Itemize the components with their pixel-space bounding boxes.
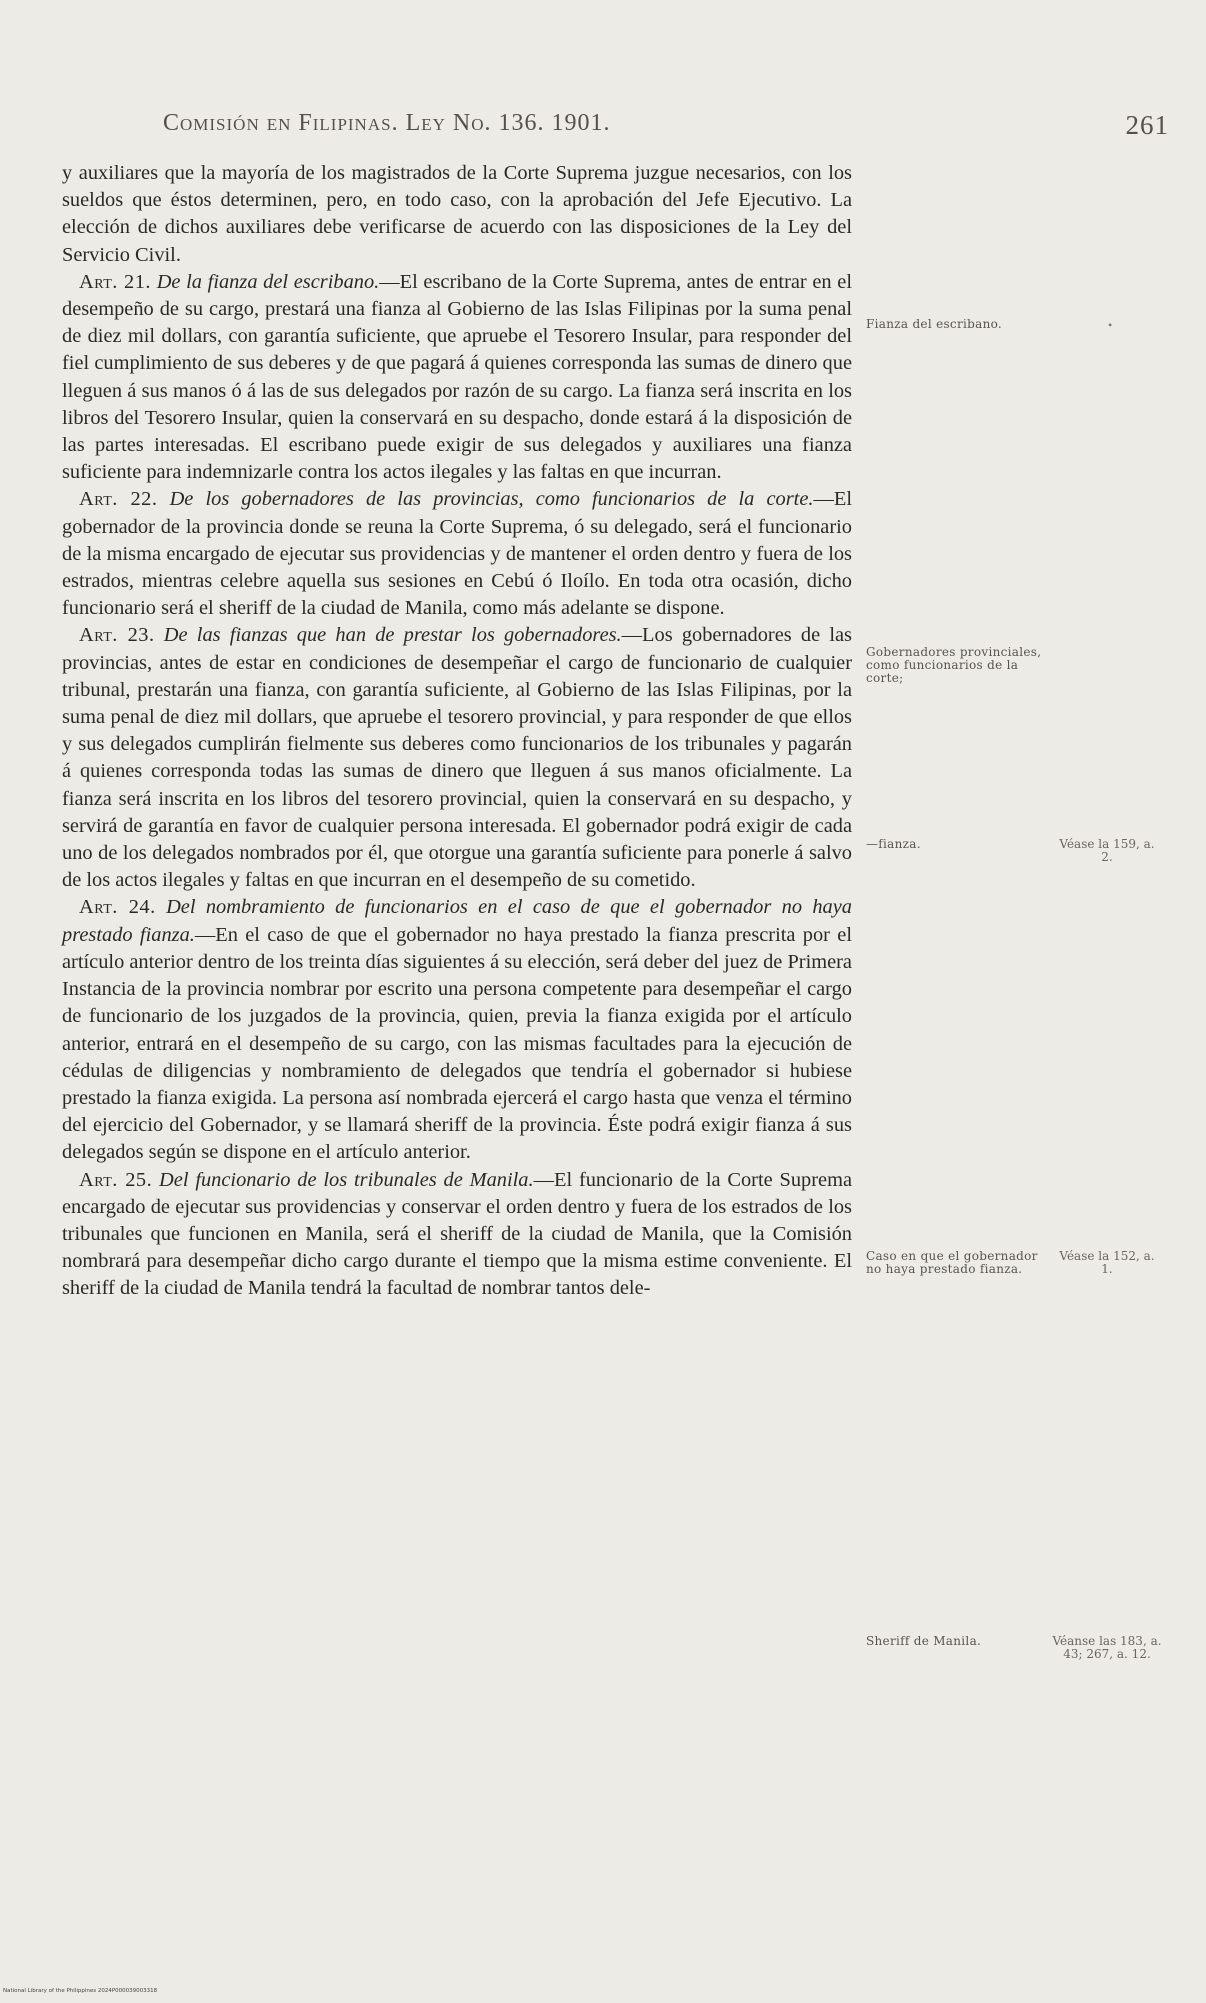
article-number: Art. 24.	[79, 896, 156, 919]
article-21	[62, 269, 852, 487]
article-23	[62, 622, 852, 894]
margin-note-24: Caso en que el gobernador no haya prestado fianza.	[866, 1249, 1038, 1276]
article-text: —El escribano de la Corte Suprema, antes de entrar en el desempeño de su cargo, prestará una fianza al Gobierno de las Islas Filipinas por la suma penal de diez mil dollars, con garantía suficiente, que apruebe el Tesorero Insular, para responder del fiel cumplimiento de sus deberes y de que pagará á quienes corresponda las sumas de dinero que lleguen á sus manos ó á las de sus delegados por razón de su cargo. La fianza será inscrita en los libros del Tesorero Insular, quien la conservará en su despacho, donde estará á la disposición de las partes interesadas. El escribano puede exigir de sus delegados y auxiliares una fianza suficiente para indemnizarle contra los actos ilegales y las faltas en que incurran.	[62, 270, 852, 484]
article-title: Del nombramiento de funcionarios en el caso de que el gobernador no haya prestado fianza.	[62, 896, 852, 946]
article-title: De las fianzas que han de prestar los gobernadores.	[163, 624, 622, 647]
running-title: Comisión en Filipinas. Ley No. 136. 1901.	[163, 110, 611, 136]
margin-note-23: —fianza.	[866, 837, 921, 851]
article-text: —El funcionario de la Corte Suprema encargado de ejecutar sus providencias y conservar el orden dentro y fuera de los estrados de los tribunales que funcionen en Manila, será el sheriff de la ciudad de Manila, que la Comisión nombrará para desempeñar dicho cargo durante el tiempo que la misma estime conveniente. El sheriff de la ciudad de Manila tendrá la facultad de nombrar tantos dele-	[62, 1168, 853, 1300]
article-25	[62, 1167, 852, 1303]
article-title: De la fianza del escribano.	[156, 270, 380, 293]
running-header	[163, 110, 1169, 150]
margin-note-22: Gobernadores provinciales, como funcionarios de la corte;	[866, 645, 1042, 685]
article-title: Del funcionario de los tribunales de Manila.	[159, 1168, 534, 1191]
margin-mark: •	[1108, 318, 1113, 332]
paragraph-continuation: y auxiliares que la mayoría de los magistrados de la Corte Suprema juzgue necesarios, con los sueldos que éstos determinen, pero, en todo caso, con la aprobación del Jefe Ejecutivo. La elección de dichos auxiliares debe verificarse de acuerdo con las disposiciones de la Ley del Servicio Civil.	[62, 162, 852, 266]
article-number: Art. 25.	[79, 1168, 153, 1191]
article-text: —Los gobernadores de las provincias, antes de estar en condiciones de desempeñar el cargo de funcionario de cualquier tribunal, prestarán una fianza, con garantía suficiente, al Gobierno de las Islas Filipinas, por la suma penal de diez mil dollars, que apruebe el tesorero provincial, y para responder de que ellos y sus delegados cumplirán fielmente sus deberes como funcionarios de los tribunales y pagarán á quienes corresponda todas las sumas de dinero que lleguen á sus manos oficialmente. La fianza será inscrita en los libros del tesorero provincial, quien la conservará en su despacho, y servirá de garantía en favor de cualquier persona interesada. El gobernador podrá exigir de cada uno de los delegados nombrados por él, que otorgue una garantía suficiente para ponerle á salvo de los actos ilegales y faltas en que incurran en el desempeño de su cometido.	[62, 624, 852, 892]
article-text: —El gobernador de la provincia donde se reuna la Corte Suprema, ó su delegado, será el funcionario de la misma encargado de ejecutar sus providencias y de mantener el orden dentro y fuera de los estrados, mientras celebre aquella sus sesiones en Cebú ó Iloílo. En toda otra ocasión, dicho funcionario será el sheriff de la ciudad de Manila, como más adelante se dispone.	[62, 488, 852, 620]
scan-footer: National Library of the Philippines 2024P000039003318	[3, 1988, 158, 1994]
article-24	[62, 894, 852, 1166]
body-text	[62, 160, 852, 1303]
margin-note-21: Fianza del escribano.	[866, 317, 1003, 331]
article-number: Art. 23.	[79, 624, 155, 647]
page-number: 261	[1125, 110, 1169, 140]
article-text: —En el caso de que el gobernador no haya prestado la fianza prescrita por el artículo anterior dentro de los treinta días siguientes á su elección, será deber del juez de Primera Instancia de la provincia nombrar por escrito una persona competente para desempeñar el cargo de funcionario de los juzgados de la provincia, quien, previa la fianza exigida por el artículo anterior, entrará en el desempeño de su cargo, con las mismas facultades para la ejecución de cédulas de diligencias y nombramiento de delegados que tendría el gobernador si hubiese prestado la fianza exigida. La persona así nombrada ejercerá el cargo hasta que venza el término del ejercicio del Gobernador, y se llamará sheriff de la provincia. Éste podrá exigir fianza á sus delegados según se dispone en el artículo anterior.	[62, 923, 852, 1164]
cross-reference-24: Véase la 152, a. 1.	[1059, 1249, 1155, 1276]
cross-reference-25: Véanse las 183, a. 43; 267, a. 12.	[1052, 1634, 1162, 1661]
margin-note-25: Sheriff de Manila.	[866, 1634, 982, 1648]
cross-reference-23: Véase la 159, a. 2.	[1059, 837, 1155, 864]
article-title: De los gobernadores de las provincias, como funcionarios de la corte.	[169, 488, 814, 511]
article-22	[62, 486, 852, 622]
article-number: Art. 22.	[79, 488, 158, 511]
article-number: Art. 21.	[79, 270, 152, 293]
